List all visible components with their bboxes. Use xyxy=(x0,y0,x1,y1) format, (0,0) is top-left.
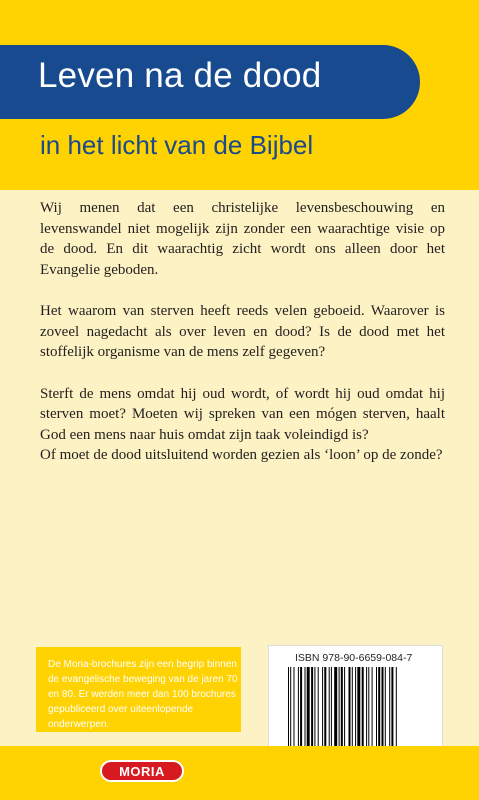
series-info-text: De Moria-brochures zijn een begrip binnen de evangelische beweging van de jaren 70 en 80. Er werden meer dan 100 brochures gepubliceerd over uiteenlopende onderwerpen. xyxy=(48,659,238,730)
book-title: Leven na de dood xyxy=(38,56,322,95)
blurb-paragraph: Of moet de dood uitsluitend worden gezien als ‘loon’ op de zonde? xyxy=(40,447,443,463)
blurb-paragraph: Het waarom van sterven heeft reeds velen geboeid. Waarover is zoveel nagedacht als over leven en dood? Is de dood met het stoffelijk organisme van de mens zelf gegeven? xyxy=(40,303,445,360)
footer-band xyxy=(0,746,479,800)
blurb-paragraph: Sterft de mens omdat hij oud wordt, of wordt hij oud omdat hij sterven moet? Moeten wij spreken van een mógen sterven, haalt God een mens naar huis omdat zijn taak voleindigd is? xyxy=(40,385,445,443)
barcode-icon xyxy=(288,667,436,757)
blurb-paragraph: Wij menen dat een christelijke levensbeschouwing en levenswandel niet mogelijk zijn zonder een waarachtige visie op de dood. En dit waarachtig zicht wordt ons alleen door het Evangelie geboden. xyxy=(40,200,445,278)
book-subtitle: in het licht van de Bijbel xyxy=(40,130,314,160)
blurb-text xyxy=(40,198,445,487)
isbn-label: ISBN 978-90-6659-084-7 xyxy=(295,652,413,664)
publisher-logo xyxy=(100,760,184,782)
publisher-logo-text: MORIA xyxy=(119,763,165,779)
